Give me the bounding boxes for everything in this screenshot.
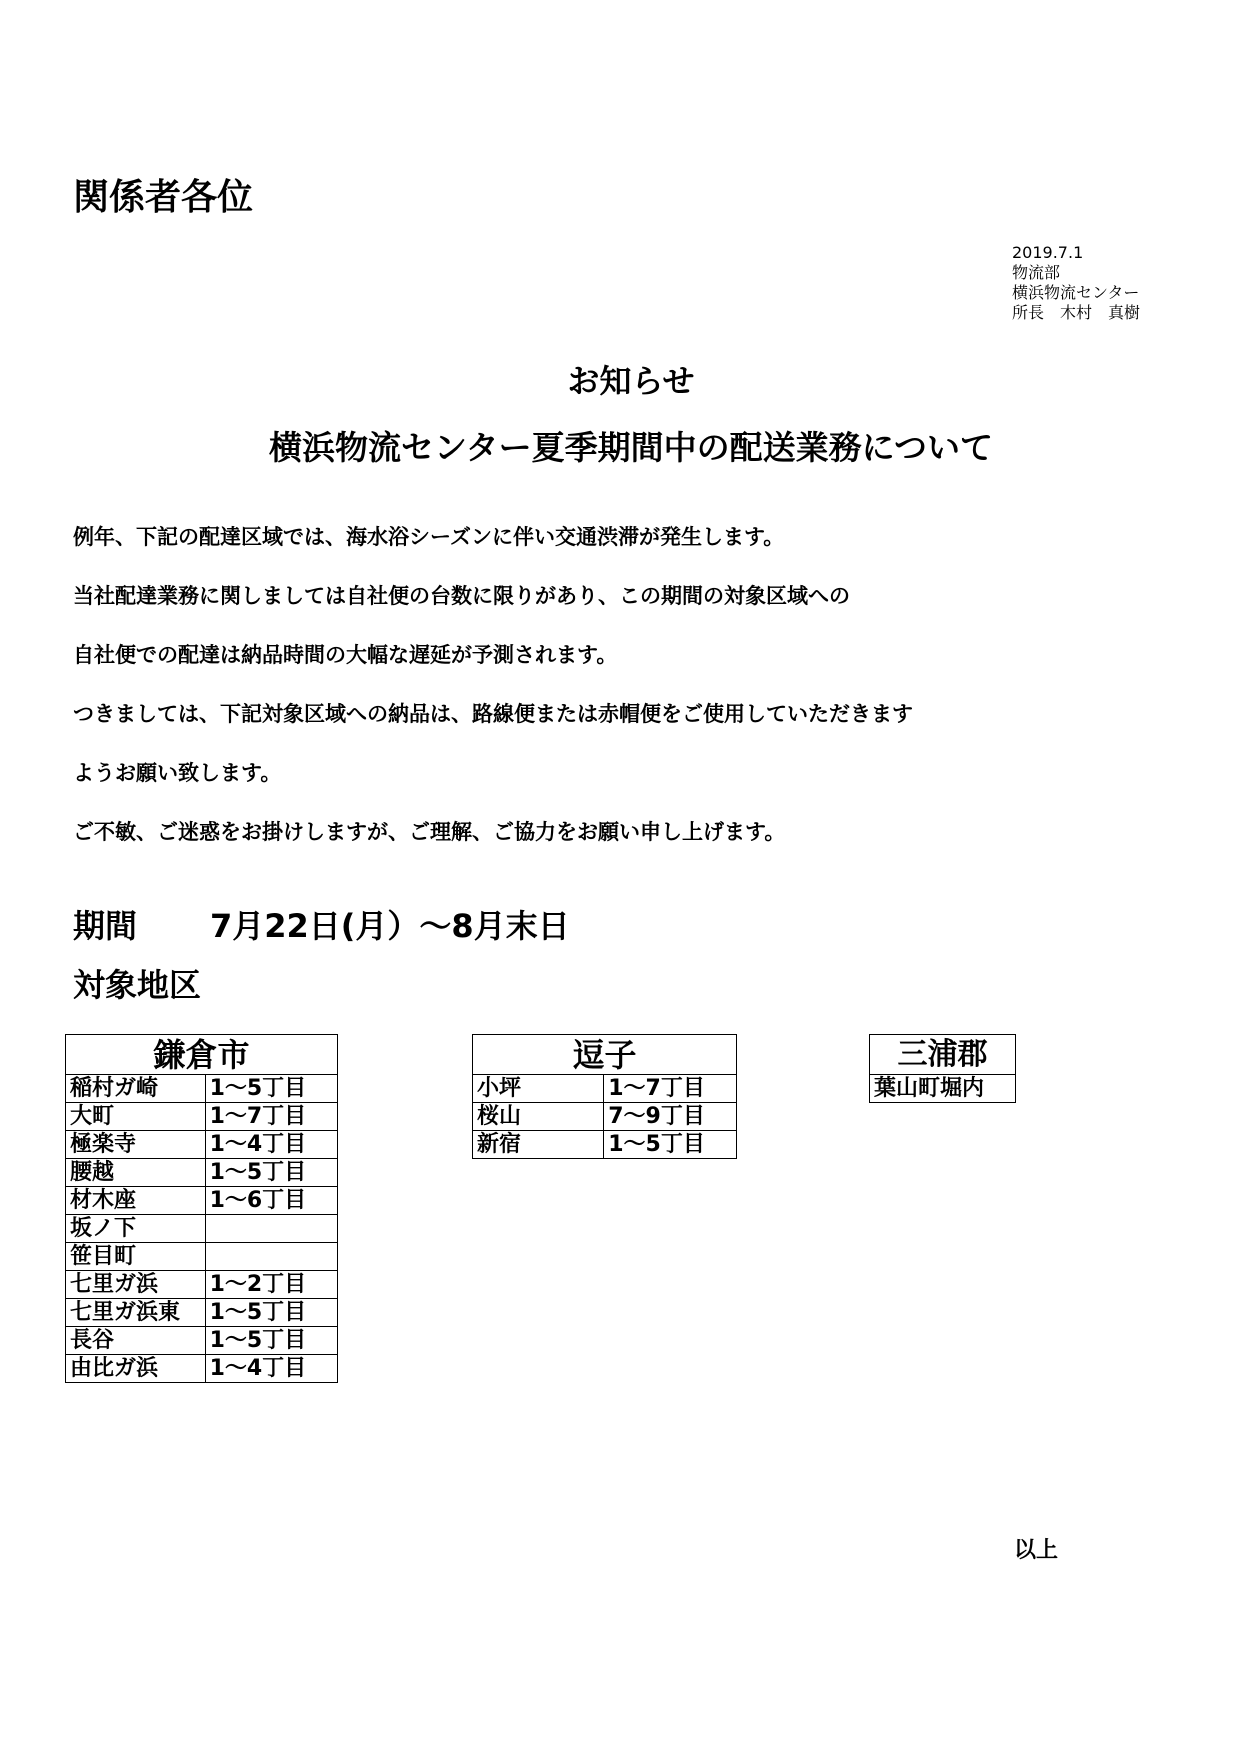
range-cell: 1～7丁目 xyxy=(205,1103,337,1131)
sender-date: 2019.7.1 xyxy=(1012,243,1084,262)
notice-title: お知らせ xyxy=(567,362,695,400)
range-cell: 1～4丁目 xyxy=(205,1131,337,1159)
period-label: 期間 xyxy=(73,907,138,945)
table-header-row xyxy=(66,1035,338,1075)
range-cell: 7～9丁目 xyxy=(604,1103,737,1131)
body-line: ご不敏、ご迷惑をお掛けしますが、ご理解、ご協力をお願い申し上げます。 xyxy=(73,820,786,844)
sender-center: 横浜物流センター xyxy=(1012,283,1140,302)
area-name: 三浦郡 xyxy=(870,1035,1016,1075)
area-table-miura xyxy=(869,1034,1016,1103)
place-cell: 新宿 xyxy=(473,1131,604,1159)
place-cell: 稲村ガ崎 xyxy=(66,1075,206,1103)
body-line: 例年、下記の配達区域では、海水浴シーズンに伴い交通渋滞が発生します。 xyxy=(73,525,785,549)
area-table-zushi xyxy=(472,1034,737,1159)
sender-department: 物流部 xyxy=(1012,263,1061,282)
range-cell xyxy=(205,1215,337,1243)
range-cell xyxy=(205,1243,337,1271)
body-line: ようお願い致します。 xyxy=(73,761,282,785)
addressee: 関係者各位 xyxy=(73,177,254,218)
place-cell: 由比ガ浜 xyxy=(66,1355,206,1383)
body-line: 自社便での配達は納品時間の大幅な遅延が予測されます。 xyxy=(73,643,618,667)
range-cell: 1～7丁目 xyxy=(604,1075,737,1103)
table-row xyxy=(66,1075,338,1103)
range-cell: 1～5丁目 xyxy=(604,1131,737,1159)
table-row xyxy=(473,1103,737,1131)
place-cell: 七里ガ浜東 xyxy=(66,1299,206,1327)
place-cell: 腰越 xyxy=(66,1159,206,1187)
range-cell: 1～5丁目 xyxy=(205,1075,337,1103)
table-row xyxy=(473,1075,737,1103)
body-line: つきましては、下記対象区域への納品は、路線便または赤帽便をご使用していただきます xyxy=(73,702,913,726)
place-cell: 七里ガ浜 xyxy=(66,1271,206,1299)
range-cell: 1～5丁目 xyxy=(205,1327,337,1355)
range-cell: 1～2丁目 xyxy=(205,1271,337,1299)
closing: 以上 xyxy=(1014,1538,1059,1563)
range-cell: 1～5丁目 xyxy=(205,1299,337,1327)
table-row xyxy=(66,1299,338,1327)
table-row xyxy=(66,1355,338,1383)
place-cell: 桜山 xyxy=(473,1103,604,1131)
place-cell: 笹目町 xyxy=(66,1243,206,1271)
place-cell: 葉山町堀内 xyxy=(870,1075,1016,1103)
sender-block xyxy=(1012,243,1140,323)
body-line: 当社配達業務に関しましては自社便の台数に限りがあり、この期間の対象区域への xyxy=(73,584,850,608)
table-header-row xyxy=(870,1035,1016,1075)
sender-manager: 所長 木村 真樹 xyxy=(1012,303,1141,322)
range-cell: 1～5丁目 xyxy=(205,1159,337,1187)
range-cell: 1～6丁目 xyxy=(205,1187,337,1215)
table-row xyxy=(66,1103,338,1131)
place-cell: 極楽寺 xyxy=(66,1131,206,1159)
place-cell: 長谷 xyxy=(66,1327,206,1355)
place-cell: 小坪 xyxy=(473,1075,604,1103)
area-name: 鎌倉市 xyxy=(66,1035,338,1075)
table-header-row xyxy=(473,1035,737,1075)
table-row xyxy=(66,1215,338,1243)
table-row xyxy=(66,1271,338,1299)
table-row xyxy=(473,1131,737,1159)
table-row xyxy=(66,1187,338,1215)
range-cell: 1～4丁目 xyxy=(205,1355,337,1383)
table-row xyxy=(870,1075,1016,1103)
notice-subtitle: 横浜物流センター夏季期間中の配送業務について xyxy=(268,428,994,467)
table-row xyxy=(66,1131,338,1159)
period-value: 7月22日(月）～8月末日 xyxy=(210,907,570,945)
place-cell: 坂ノ下 xyxy=(66,1215,206,1243)
area-name: 逗子 xyxy=(473,1035,737,1075)
table-row xyxy=(66,1327,338,1355)
place-cell: 大町 xyxy=(66,1103,206,1131)
place-cell: 材木座 xyxy=(66,1187,206,1215)
table-row xyxy=(66,1243,338,1271)
area-table-kamakura xyxy=(65,1034,338,1383)
table-row xyxy=(66,1159,338,1187)
period xyxy=(73,906,570,946)
area-heading: 対象地区 xyxy=(73,966,202,1004)
